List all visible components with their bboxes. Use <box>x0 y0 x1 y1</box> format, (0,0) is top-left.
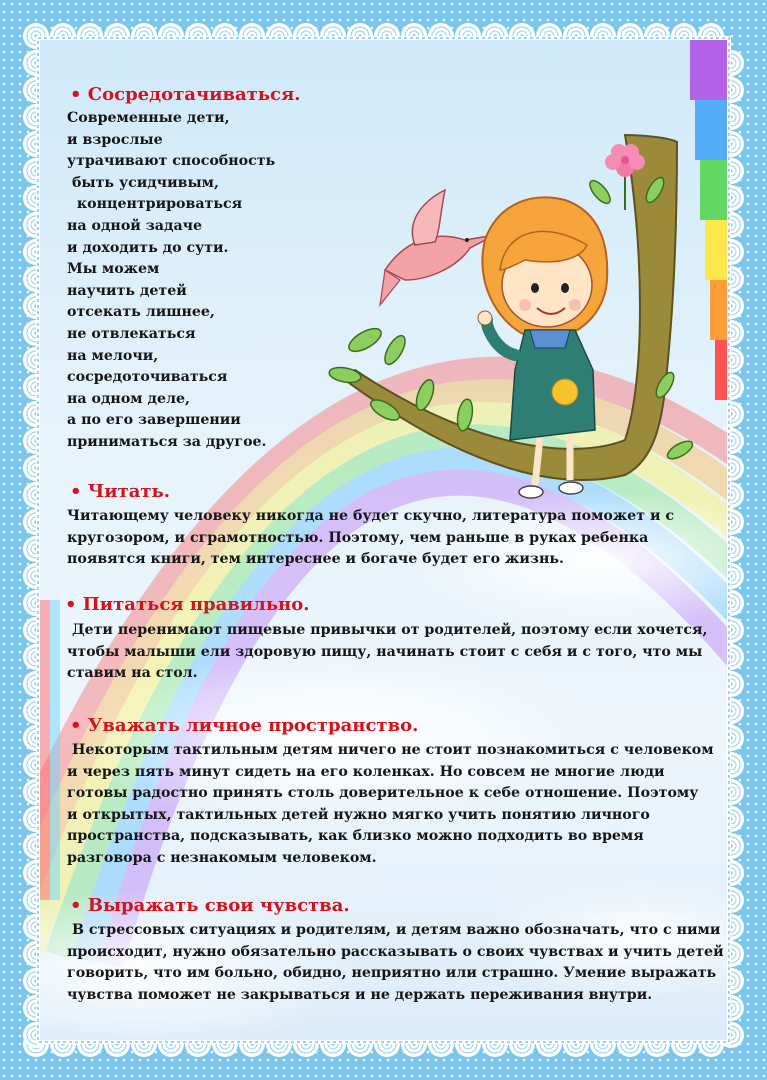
section-1-body <box>67 108 275 454</box>
text-line: и открытых, тактильных детей нужно мягко учить понятию личного <box>67 806 650 823</box>
section-4-title: Уважать личное пространство. <box>87 715 419 736</box>
text-line: ставим на стол. <box>67 665 198 682</box>
text-line: сосредоточиваться <box>67 369 228 386</box>
section-3-body <box>67 620 707 685</box>
text-line: Читающему человеку никогда не будет скучно, литература поможет и с <box>67 508 675 524</box>
text-line: и через пять минут сидеть на его коленках. Но совсем не многие люди <box>67 763 665 780</box>
section-5-body <box>67 920 724 1006</box>
section-2-body <box>67 506 674 571</box>
text-line: утрачивают способность <box>67 153 276 170</box>
text-line: говорить, что им больно, обидно, неприятно или страшно. Умение выражать <box>67 965 717 982</box>
text-line: и доходить до сути. <box>67 239 229 256</box>
text-line: готовы радостно принять столь доверительное к себе отношение. Поэтому <box>67 785 699 802</box>
text-line: на одном деле, <box>67 390 190 407</box>
section-3-title: Питаться правильно. <box>82 594 310 615</box>
text-line: Мы можем <box>67 261 160 278</box>
text-line: и взрослые <box>67 131 163 148</box>
text-line: появятся книги, тем интереснее и богаче будет его жизнь. <box>67 551 564 568</box>
text-line: пространства, подсказывать, как близко можно подходить во время <box>67 828 644 845</box>
text-line: разговора с незнакомым человеком. <box>67 849 377 866</box>
bullet-icon: • <box>70 481 82 502</box>
text-line: чувства поможет не закрываться и не держать переживания внутри. <box>67 986 653 1003</box>
section-1-title: Сосредотачиваться. <box>87 84 301 105</box>
text-line: на мелочи, <box>67 347 159 364</box>
text-line: научить детей <box>67 282 187 299</box>
section-5-heading <box>70 895 350 916</box>
girl-on-branch-illustration <box>325 130 705 515</box>
section-4-body <box>67 740 714 870</box>
text-line: быть усидчивым, <box>67 174 219 191</box>
text-line: не отвлекаться <box>67 325 196 342</box>
text-line: а по его завершении <box>67 412 241 429</box>
text-line: отсекать лишнее, <box>67 304 215 321</box>
text-line: на одной задаче <box>67 217 203 234</box>
bullet-icon: • <box>70 715 82 736</box>
text-line: Некоторым тактильным детям ничего не стоит познакомиться с человеком <box>67 742 714 758</box>
section-3-heading <box>65 594 310 615</box>
text-line: приниматься за другое. <box>67 433 267 450</box>
content-panel <box>40 40 727 1040</box>
bullet-icon: • <box>70 84 82 105</box>
text-line: концентрироваться <box>67 196 243 213</box>
section-2-heading <box>70 481 170 502</box>
bird-icon <box>380 190 495 305</box>
bullet-icon: • <box>65 594 77 615</box>
text-line: Дети перенимают пищевые привычки от родителей, поэтому если хочется, <box>67 622 708 638</box>
text-line: кругозором, и сграмотностью. Поэтому, чем раньше в руках ребенка <box>67 529 649 546</box>
text-line: Современные дети, <box>67 110 230 126</box>
bullet-icon: • <box>70 895 82 916</box>
section-5-title: Выражать свои чувства. <box>87 895 350 916</box>
section-4-heading <box>70 715 418 736</box>
section-2-title: Читать. <box>87 481 171 502</box>
text-line: чтобы малыши ели здоровую пищу, начинать стоит с себя и с того, что мы <box>67 643 703 660</box>
text-line: происходит, нужно обязательно рассказывать о своих чувствах и учить детей <box>67 943 724 960</box>
text-line: В стрессовых ситуациях и родителям, и детям важно обозначать, что с ними <box>67 922 721 938</box>
section-1-heading <box>70 84 301 105</box>
